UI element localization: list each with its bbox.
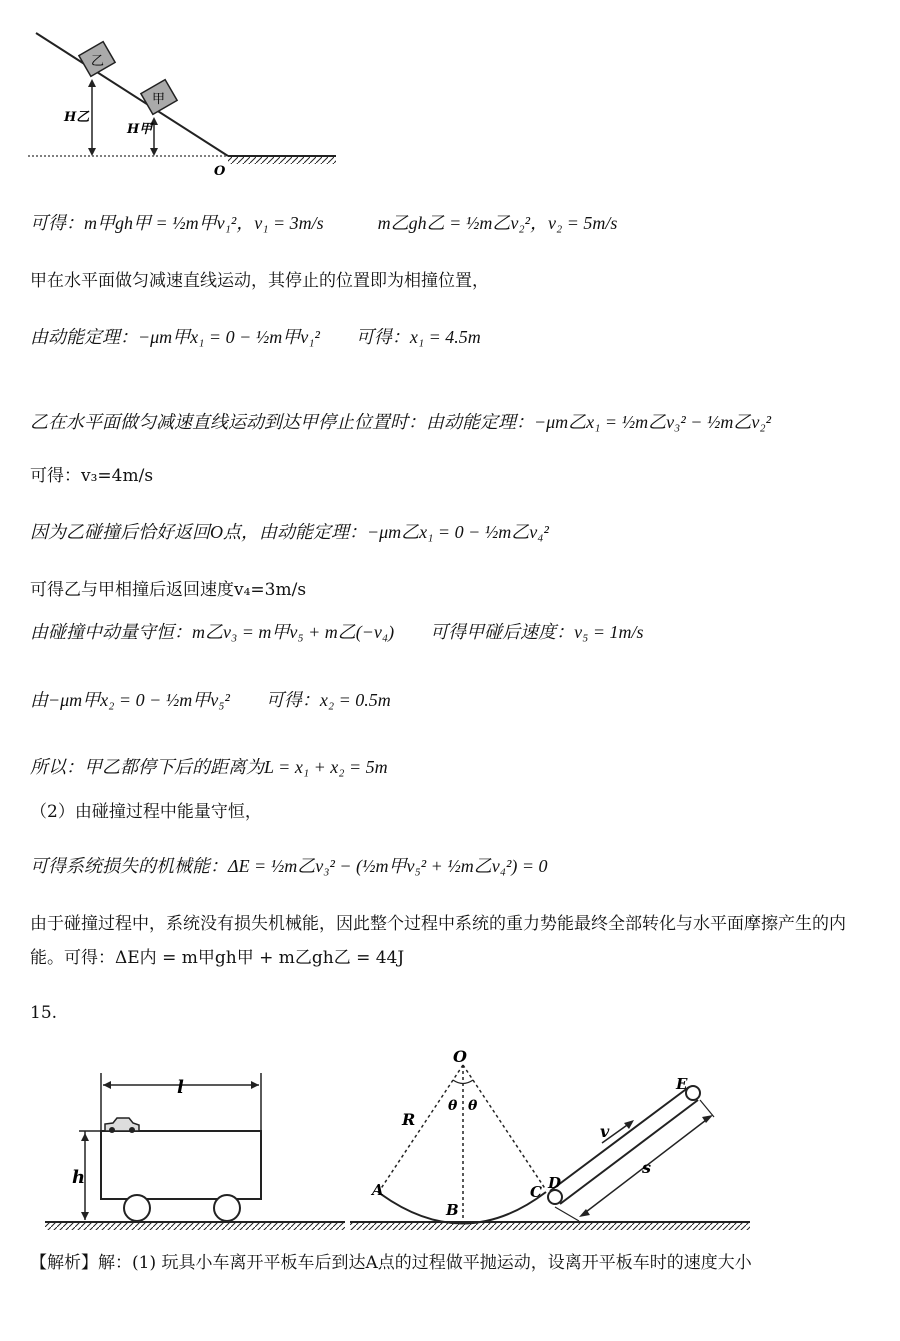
point-d: D [548, 1174, 562, 1192]
h-yi-label: H乙 [64, 110, 90, 125]
height-label: h [72, 1167, 86, 1188]
point-a: A [372, 1181, 384, 1199]
text-line-7: 可得乙与甲相撞后返回速度v₄=3m/s [30, 580, 307, 600]
cart-figure [45, 1065, 345, 1230]
arc-track-figure [350, 1045, 760, 1230]
h-jia-label: H甲 [127, 122, 153, 137]
text-line-2: 甲在水平面做匀减速直线运动，其停止的位置即为相撞位置， [30, 271, 489, 291]
distance-label: s [642, 1158, 652, 1177]
block-jia-label: 甲 [152, 92, 166, 107]
point-e: E [676, 1075, 688, 1093]
eq-line-10: 所以：甲乙都停下后的距离为L = x₁ + x₂ = 5m [30, 757, 388, 777]
analysis-line: 【解析】解：(1) 玩具小车离开平板车后到达A点的过程做平抛运动，设离开平板车时的速度大小 [30, 1253, 752, 1273]
eq-line-1: 可得：m甲gh甲 = ½m甲v₁²，v₁ = 3m/s m乙gh乙 = ½m乙v₂²，v₂ = 5m/s [30, 213, 618, 233]
velocity-label: v [600, 1122, 610, 1141]
toy-car [105, 1118, 139, 1133]
text-paragraph-13: 由于碰撞过程中，系统没有损失机械能，因此整个过程中系统的重力势能最终全部转化与水平面摩擦产生的内能。可得：ΔE内 = m甲gh甲 + m乙gh乙 = 44J [30, 914, 846, 968]
block-yi-label: 乙 [91, 54, 105, 69]
eq-line-6: 因为乙碰撞后恰好返回O点，由动能定理：−μm乙x₁ = 0 − ½m乙v₄² [30, 522, 549, 542]
block-yi [79, 42, 115, 77]
text-line-5: 可得：v₃=4m/s [30, 466, 154, 486]
eq-line-8: 由碰撞中动量守恒：m乙v₃ = m甲v₅ + m乙(−v₄) 可得甲碰后速度：v₅ = 1m/s [30, 622, 644, 642]
eq-line-3: 由动能定理：−μm甲x₁ = 0 − ½m甲v₁² 可得：x₁ = 4.5m [30, 327, 481, 347]
point-o: O [453, 1047, 467, 1066]
radius-label: R [402, 1110, 416, 1129]
cart-wheel-right [214, 1195, 240, 1221]
eq-line-9: 由−μm甲x₂ = 0 − ½m甲v₅² 可得：x₂ = 0.5m [30, 690, 391, 710]
cart-wheel-left [124, 1195, 150, 1221]
theta-right: θ [468, 1098, 478, 1114]
theta-left: θ [448, 1098, 458, 1114]
point-b: B [446, 1201, 459, 1219]
text-line-11: （2）由碰撞过程中能量守恒， [30, 802, 262, 822]
point-c: C [530, 1183, 542, 1201]
question-number: 15. [30, 1003, 58, 1023]
point-o-label: O [214, 164, 226, 179]
length-label: l [177, 1077, 184, 1098]
incline-figure [28, 25, 348, 185]
block-jia [141, 80, 177, 115]
eq-line-12: 可得系统损失的机械能：ΔE = ½m乙v₃² − (½m甲v₅² + ½m乙v₄²) = 0 [30, 856, 548, 876]
eq-line-4: 乙在水平面做匀减速直线运动到达甲停止位置时：由动能定理：−μm乙x₁ = ½m乙v₃² − ½m乙v₂² [30, 412, 772, 432]
